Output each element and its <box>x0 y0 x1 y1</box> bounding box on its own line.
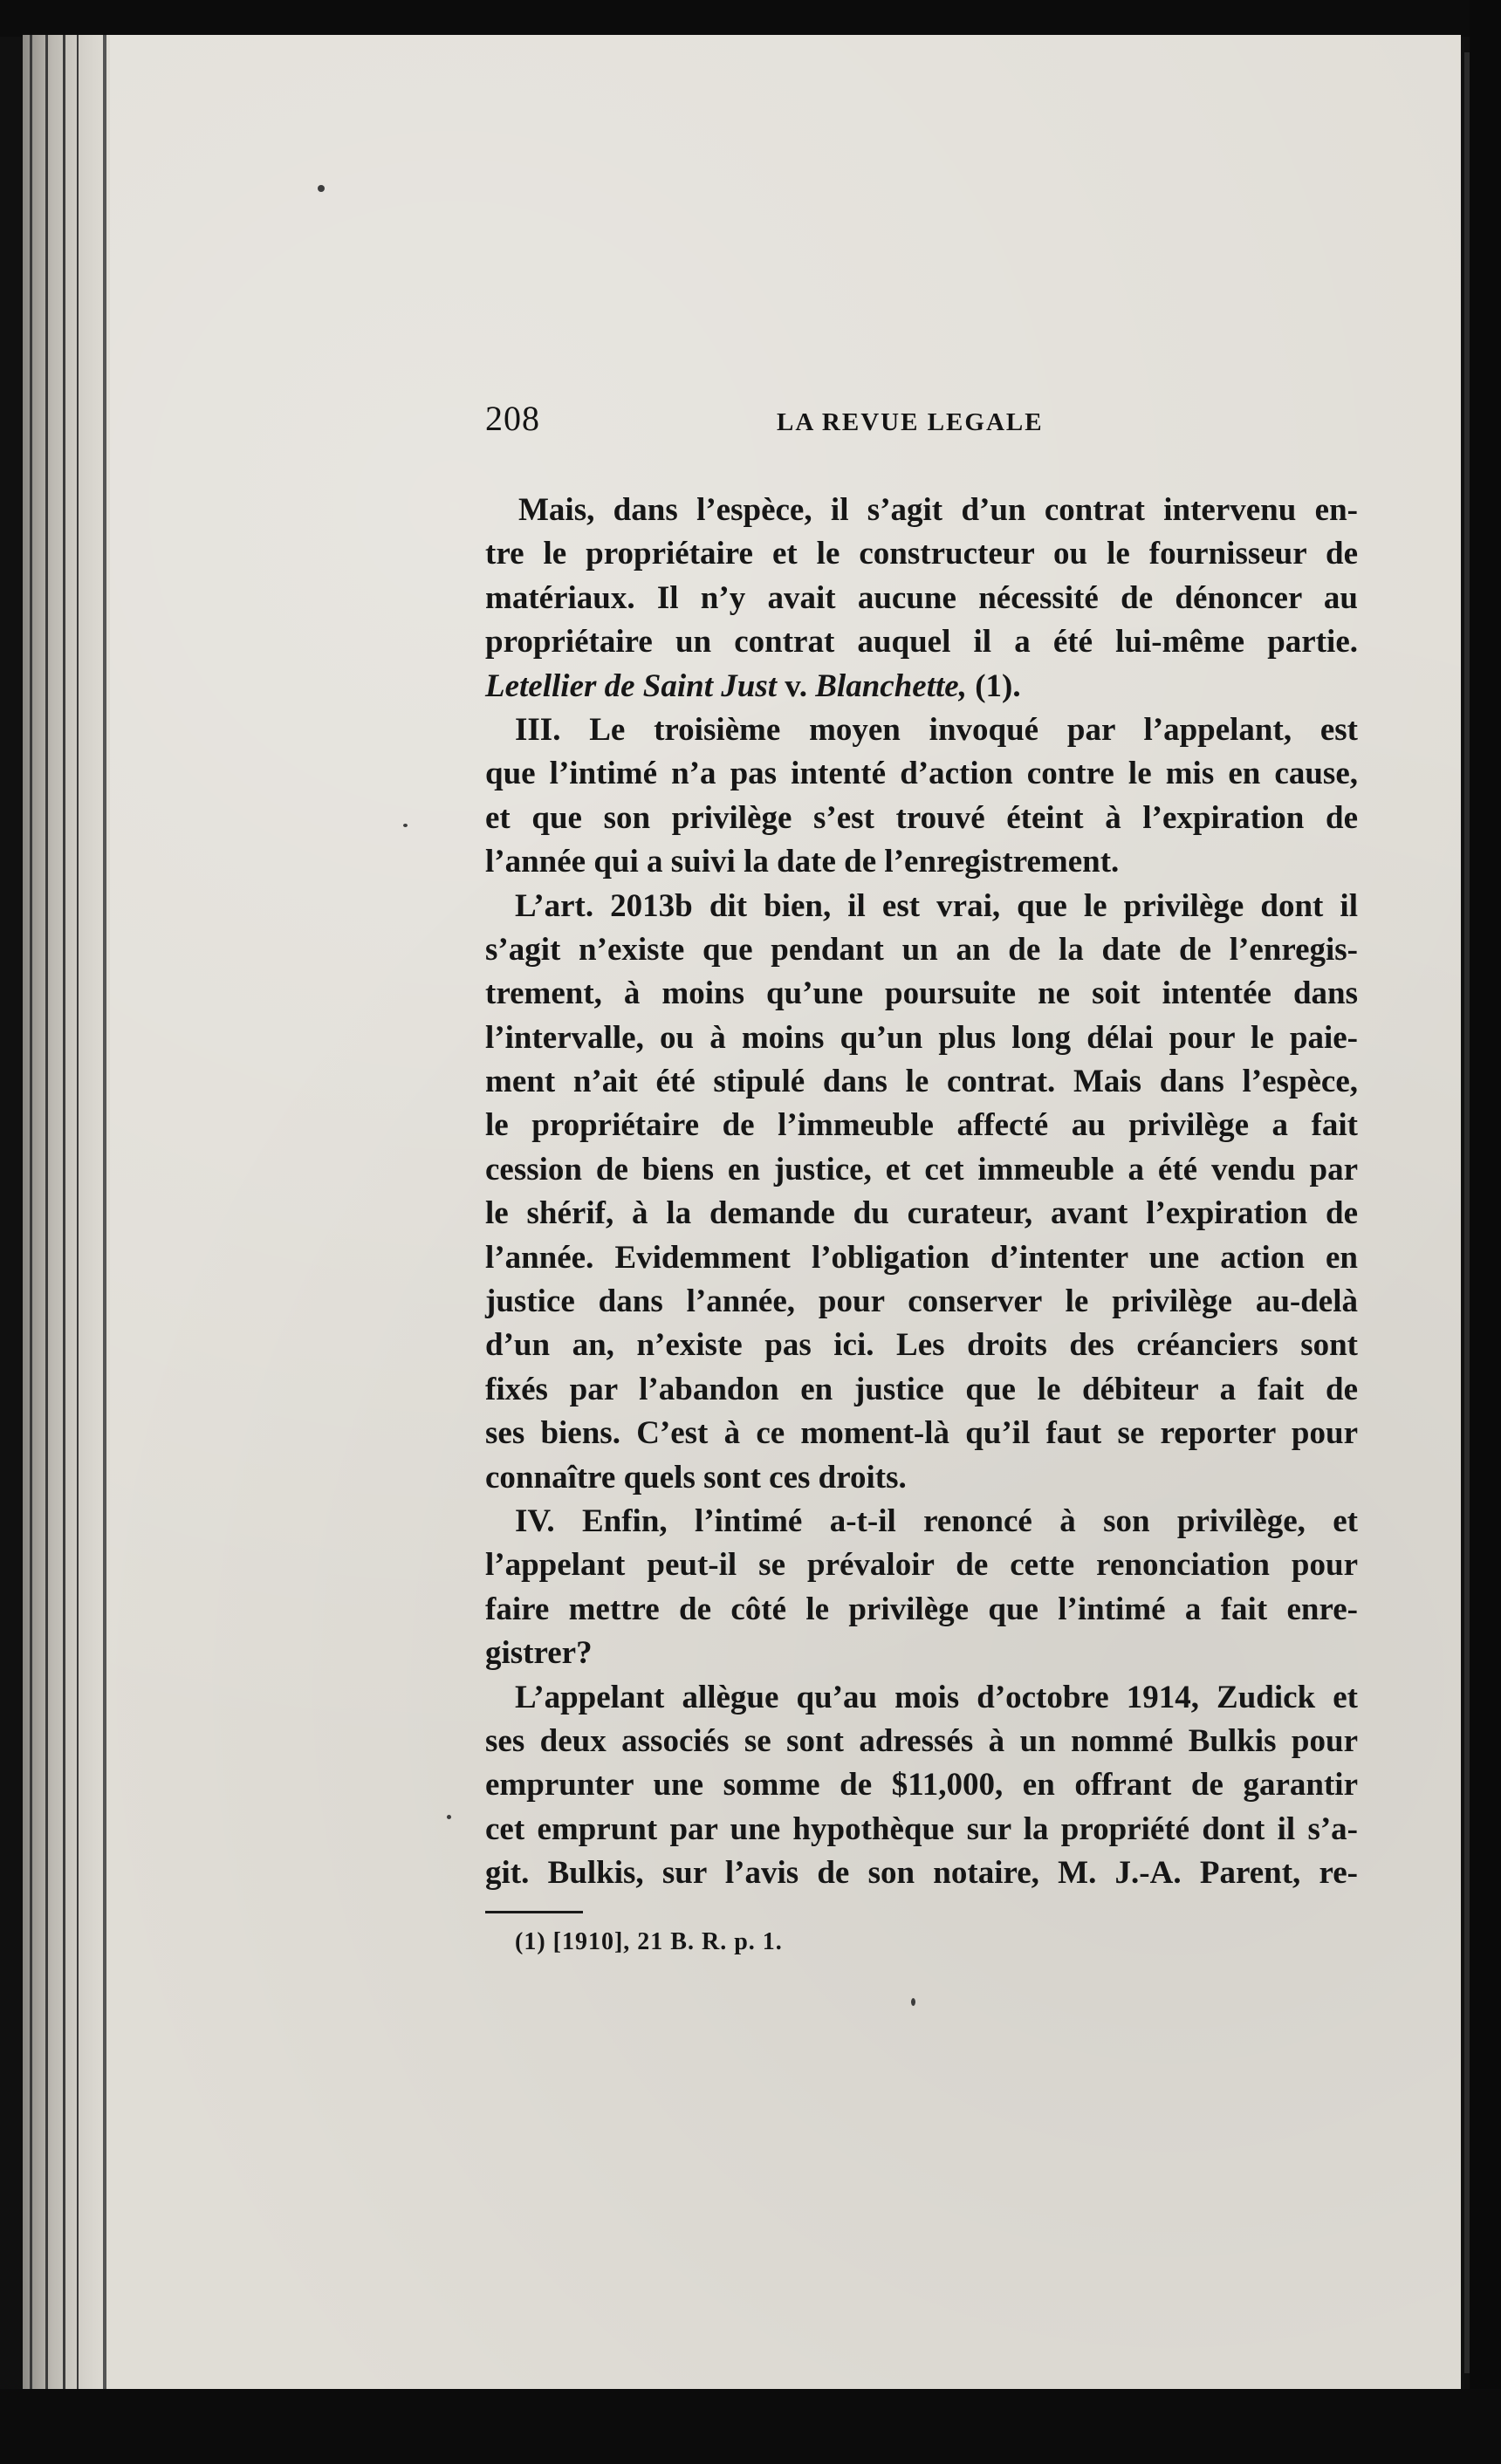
text-line: d’un an, n’existe pas ici. Les droits des créanciers sont <box>485 1327 1358 1364</box>
page-number: 208 <box>485 399 540 438</box>
text-line: l’année qui a suivi la date de l’enregistrement. <box>485 844 1120 880</box>
text-line: faire mettre de côté le privilège que l’intimé a fait enre- <box>485 1591 1358 1627</box>
page-edge-line <box>30 35 32 2391</box>
text-line: cession de biens en justice, et cet immeuble a été vendu par <box>485 1151 1358 1188</box>
dust-speck <box>318 185 325 192</box>
scan-bottom-border <box>0 2389 1501 2464</box>
footnote-rule <box>485 1911 583 1913</box>
binding-edge <box>23 35 110 2391</box>
text-line: l’année. Evidemment l’obligation d’intenter une action en <box>485 1239 1358 1276</box>
text-line: tre le propriétaire et le constructeur ou le fournisseur de <box>485 536 1358 572</box>
text-line: le propriétaire de l’immeuble affecté au privilège a fait <box>485 1107 1358 1144</box>
citation-italic: Blanchette, <box>815 667 967 704</box>
text-line: gistrer? <box>485 1635 593 1672</box>
citation-v: v. <box>777 667 816 704</box>
text-line: matériaux. Il n’y avait aucune nécessité de dénoncer au <box>485 579 1358 616</box>
text-line: connaître quels sont ces droits. <box>485 1459 907 1496</box>
text-line: le shérif, à la demande du curateur, avant l’expiration de <box>485 1195 1358 1232</box>
text-line: fixés par l’abandon en justice que le débiteur a fait de <box>485 1371 1358 1407</box>
citation-italic: Letellier de Saint Just <box>485 667 778 704</box>
text-line: emprunter une somme de $11,000, en offrant de garantir <box>485 1767 1358 1804</box>
text-line: IV. Enfin, l’intimé a-t-il renoncé à son privilège, et <box>515 1502 1358 1539</box>
body-text <box>485 489 1358 1896</box>
dust-speck <box>911 1998 915 2006</box>
text-line: trement, à moins qu’une poursuite ne soit intentée dans <box>485 975 1358 1012</box>
text-line: ment n’ait été stipulé dans le contrat. Mais dans l’espèce, <box>485 1064 1358 1100</box>
citation-ref: (1). <box>966 667 1021 704</box>
text-line: L’appelant allègue qu’au mois d’octobre 1914, Zudick et <box>515 1679 1358 1715</box>
footnote: (1) [1910], 21 B. R. p. 1. <box>515 1928 783 1955</box>
text-line: justice dans l’année, pour conserver le privilège au-delà <box>485 1283 1358 1320</box>
scan-top-border <box>0 0 1501 37</box>
text-line: L’art. 2013b dit bien, il est vrai, que le privilège dont il <box>515 887 1358 924</box>
running-head: LA REVUE LEGALE <box>777 408 1044 436</box>
page-edge-line <box>77 35 79 2391</box>
text-line: s’agit n’existe que pendant un an de la date de l’enregis- <box>485 931 1358 968</box>
text-line: propriétaire un contrat auquel il a été lui-même partie. <box>485 624 1358 660</box>
text-line: Mais, dans l’espèce, il s’agit d’un contrat intervenu en- <box>518 492 1358 528</box>
text-line: ses deux associés se sont adressés à un nommé Bulkis pour <box>485 1722 1358 1759</box>
scan-right-border <box>1470 0 1501 2464</box>
text-line: cet emprunt par une hypothèque sur la propriété dont il s’a- <box>485 1810 1358 1847</box>
text-line: git. Bulkis, sur l’avis de son notaire, M. J.-A. Parent, re- <box>485 1855 1358 1892</box>
text-line: que l’intimé n’a pas intenté d’action contre le mis en cause, <box>485 756 1358 792</box>
text-line: l’intervalle, ou à moins qu’un plus long délai pour le paie- <box>485 1019 1358 1056</box>
page-edge-line <box>103 35 106 2391</box>
citation-line <box>485 665 1358 708</box>
text-line: l’appelant peut-il se prévaloir de cette renonciation pour <box>485 1547 1358 1584</box>
text-line: et que son privilège s’est trouvé éteint à l’expiration de <box>485 799 1358 836</box>
text-line: ses biens. C’est à ce moment-là qu’il faut se reporter pour <box>485 1415 1358 1452</box>
text-line: III. Le troisième moyen invoqué par l’appelant, est <box>515 711 1358 748</box>
page-edge-line <box>45 35 48 2391</box>
page-edge-line <box>63 35 65 2391</box>
dust-speck <box>447 1815 451 1819</box>
dust-speck <box>403 824 408 827</box>
